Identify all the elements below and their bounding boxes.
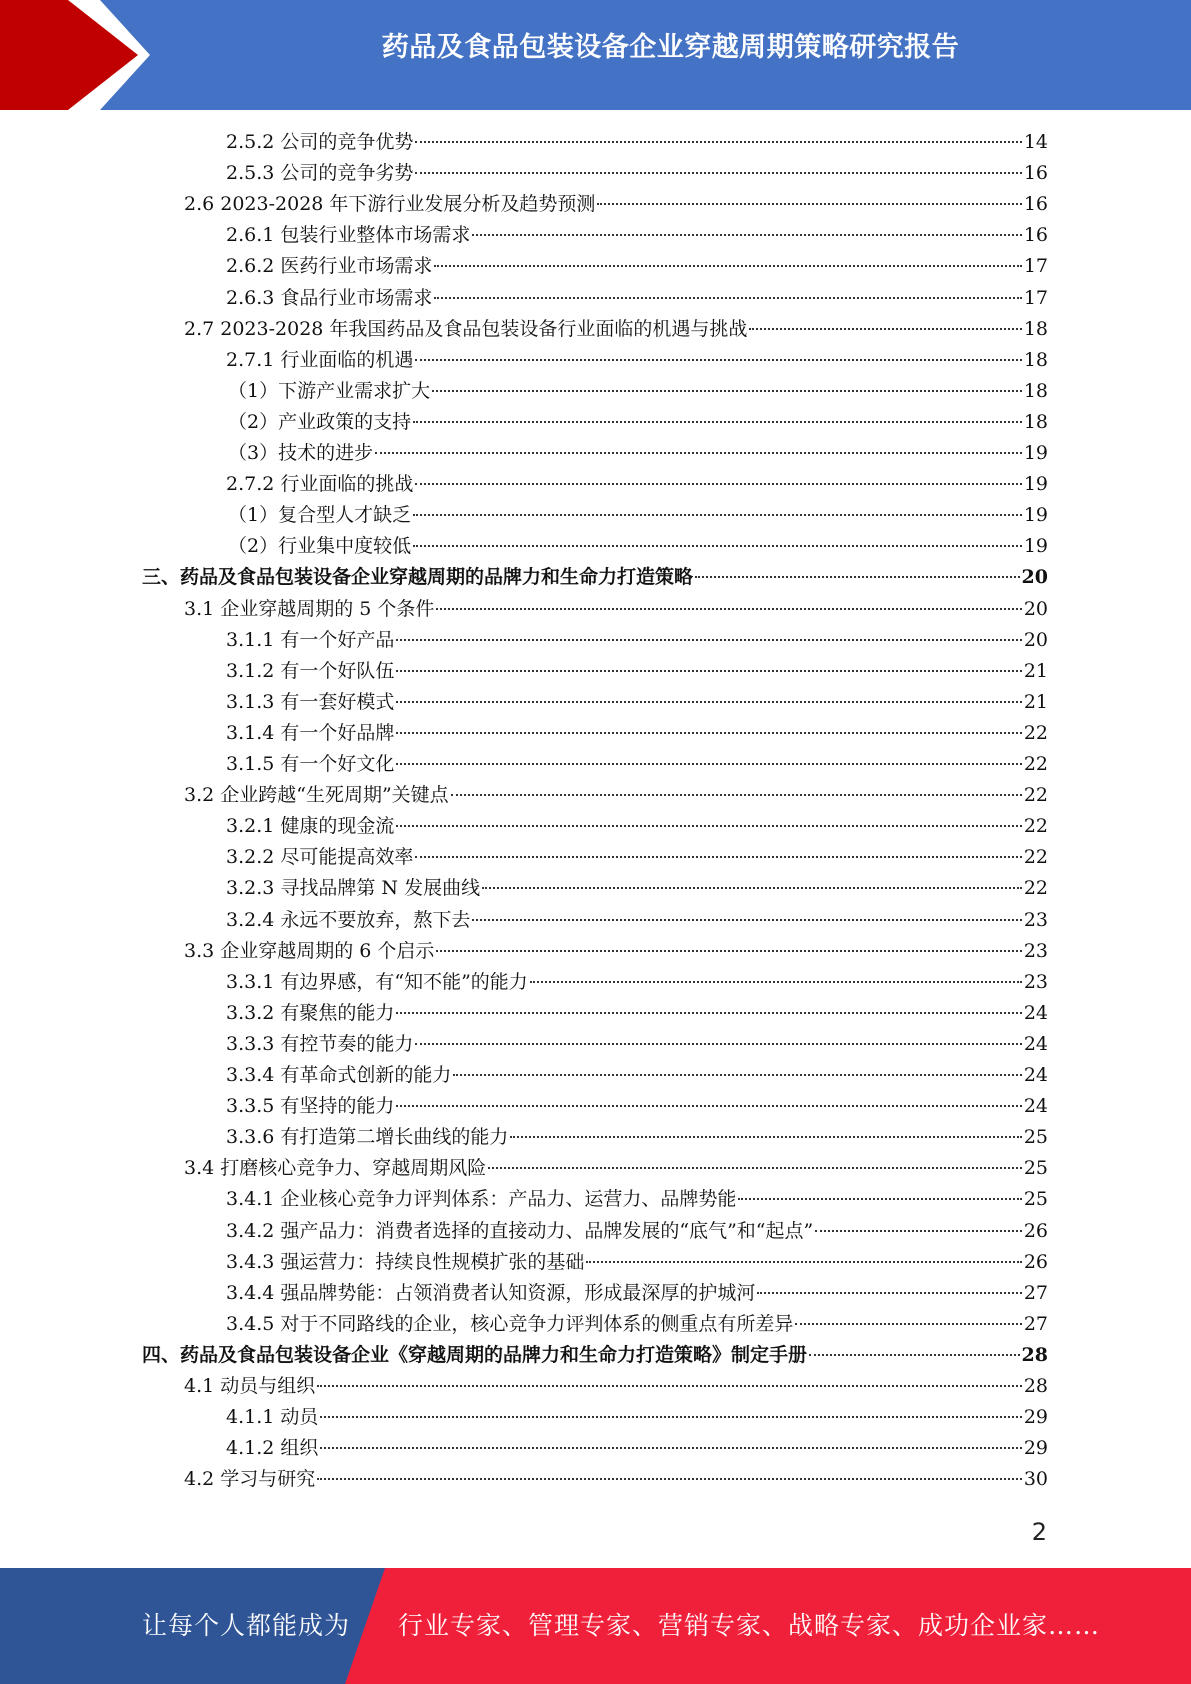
toc-entry-title: 3.3.5 有坚持的能力	[226, 1095, 395, 1118]
toc-entry[interactable]	[226, 967, 1048, 998]
toc-entry-title: 3.3.2 有聚焦的能力	[226, 1001, 395, 1024]
toc-entry-page: 22	[1023, 721, 1048, 744]
toc-entry[interactable]	[226, 687, 1048, 718]
toc-entry[interactable]	[226, 811, 1048, 842]
toc-leader-dots	[453, 1074, 1021, 1076]
toc-entry[interactable]	[226, 1309, 1048, 1340]
toc-entry-page: 21	[1023, 690, 1048, 713]
toc-entry-page: 29	[1023, 1406, 1048, 1429]
toc-entry-title: 4.1.2 组织	[226, 1437, 319, 1460]
toc-leader-dots	[472, 234, 1021, 236]
toc-entry[interactable]	[142, 1340, 1048, 1371]
toc-entry-page: 20	[1023, 628, 1048, 651]
toc-leader-dots	[510, 1136, 1021, 1138]
toc-entry-page: 27	[1023, 1281, 1048, 1304]
toc-entry[interactable]	[228, 500, 1048, 531]
toc-leader-dots	[434, 297, 1021, 299]
toc-entry-page: 22	[1023, 846, 1048, 869]
toc-leader-dots	[530, 981, 1022, 983]
toc-leader-dots	[317, 1385, 1022, 1387]
toc-leader-dots	[396, 701, 1021, 703]
toc-entry-title: 3.3.4 有革命式创新的能力	[226, 1064, 452, 1086]
toc-entry[interactable]	[226, 283, 1048, 314]
toc-entry-title: 3.4.5 对于不同路线的企业，核心竞争力评判体系的侧重点有所差异	[226, 1312, 794, 1335]
toc-entry-title: 3.4 打磨核心竞争力、穿越周期风险	[184, 1157, 487, 1180]
toc-entry[interactable]	[226, 251, 1048, 282]
toc-entry[interactable]	[226, 1122, 1048, 1153]
toc-entry[interactable]	[226, 1216, 1048, 1247]
toc-leader-dots	[815, 1230, 1022, 1232]
toc-leader-dots	[451, 794, 1022, 796]
toc-entry-page: 20	[1021, 566, 1048, 589]
toc-entry-title: 4.1.1 动员	[226, 1406, 319, 1429]
toc-entry-page: 21	[1023, 659, 1048, 682]
toc-entry-title: （1）复合型人才缺乏	[228, 504, 412, 527]
toc-leader-dots	[415, 1043, 1021, 1045]
toc-entry[interactable]	[226, 1091, 1048, 1122]
toc-entry-title: 3.1.1 有一个好产品	[226, 628, 395, 651]
toc-leader-dots	[597, 203, 1021, 205]
toc-entry-title: （3）技术的进步	[228, 442, 374, 464]
toc-leader-dots	[396, 1105, 1021, 1107]
toc-entry-title: 3.1.4 有一个好品牌	[226, 721, 395, 744]
toc-entry-title: 3.4.3 强运营力：持续良性规模扩张的基础	[226, 1250, 585, 1273]
footer-slogan-lead: 让每个人都能成为	[142, 1611, 351, 1640]
toc-leader-dots	[434, 265, 1021, 267]
toc-entry-title: 3.4.1 企业核心竞争力评判体系：产品力、运营力、品牌势能	[226, 1188, 737, 1211]
toc-entry[interactable]	[228, 438, 1048, 469]
toc-entry[interactable]	[184, 1464, 1048, 1495]
header-arrow-red	[0, 0, 138, 110]
toc-leader-dots	[795, 1323, 1021, 1325]
toc-entry-title: 四、药品及食品包装设备企业《穿越周期的品牌力和生命力打造策略》制定手册	[142, 1343, 808, 1366]
toc-leader-dots	[415, 172, 1021, 174]
toc-entry-title: 2.5.3 公司的竞争劣势	[226, 162, 414, 185]
toc-entry[interactable]	[226, 842, 1048, 873]
toc-entry[interactable]	[184, 594, 1048, 625]
toc-entry-title: 4.2 学习与研究	[184, 1468, 316, 1491]
toc-entry-title: （1）下游产业需求扩大	[228, 379, 431, 402]
toc-entry-title: 2.6 2023-2028 年下游行业发展分析及趋势预测	[184, 193, 596, 216]
toc-entry-page: 24	[1023, 1001, 1048, 1024]
toc-entry[interactable]	[226, 1402, 1048, 1433]
toc-entry-title: 3.4.2 强产品力：消费者选择的直接动力、品牌发展的“底气”和“起点”	[226, 1219, 814, 1242]
toc-entry-page: 19	[1023, 504, 1048, 527]
toc-entry-page: 17	[1023, 255, 1048, 278]
page-number: 2	[1031, 1518, 1047, 1546]
toc-entry-page: 30	[1023, 1468, 1048, 1491]
toc-leader-dots	[586, 1261, 1021, 1263]
toc-entry-page: 18	[1023, 410, 1048, 433]
toc-entry-page: 24	[1023, 1064, 1048, 1086]
toc-entry-title: 3.2.3 寻找品牌第 N 发展曲线	[226, 877, 481, 900]
toc-leader-dots	[482, 887, 1022, 889]
toc-entry-title: 4.1 动员与组织	[184, 1375, 316, 1397]
toc-entry-title: 2.6.1 包装行业整体市场需求	[226, 224, 471, 247]
toc-entry[interactable]	[226, 718, 1048, 749]
toc-entry-page: 16	[1023, 193, 1048, 216]
toc-entry[interactable]	[226, 469, 1048, 500]
toc-entry-page: 19	[1023, 535, 1048, 558]
toc-leader-dots	[757, 1292, 1021, 1294]
toc-entry-page: 28	[1023, 1375, 1048, 1397]
toc-entry-page: 18	[1023, 348, 1048, 371]
toc-entry-title: 3.3 企业穿越周期的 6 个启示	[184, 939, 435, 962]
toc-entry-page: 25	[1023, 1126, 1048, 1149]
toc-entry[interactable]	[228, 531, 1048, 562]
toc-entry-page: 18	[1023, 379, 1048, 402]
toc-leader-dots	[436, 608, 1021, 610]
toc-entry[interactable]	[184, 314, 1048, 345]
toc-entry[interactable]	[226, 625, 1048, 656]
toc-entry-title: 3.1.2 有一个好队伍	[226, 659, 395, 682]
toc-leader-dots	[738, 1198, 1021, 1200]
toc-entry[interactable]	[226, 656, 1048, 687]
toc-entry[interactable]	[184, 189, 1048, 220]
toc-entry-page: 22	[1023, 753, 1048, 775]
toc-entry-title: （2）行业集中度较低	[228, 535, 412, 558]
toc-entry-page: 24	[1023, 1032, 1048, 1055]
toc-leader-dots	[413, 545, 1022, 547]
toc-entry-title: 2.6.2 医药行业市场需求	[226, 255, 433, 278]
toc-leader-dots	[749, 328, 1021, 330]
toc-entry-title: 3.3.6 有打造第二增长曲线的能力	[226, 1126, 509, 1149]
toc-entry-title: 3.4.4 强品牌势能：占领消费者认知资源，形成最深厚的护城河	[226, 1281, 756, 1304]
toc-leader-dots	[415, 483, 1021, 485]
toc-entry-title: 3.1.5 有一个好文化	[226, 753, 395, 775]
page-footer	[0, 1568, 1191, 1684]
toc-leader-dots	[432, 390, 1022, 392]
toc-entry-title: 3.2.4 永远不要放弃，熬下去	[226, 908, 471, 931]
toc-entry[interactable]	[226, 1184, 1048, 1215]
toc-leader-dots	[396, 732, 1021, 734]
toc-entry[interactable]	[226, 158, 1048, 189]
toc-entry-title: 3.2.1 健康的现金流	[226, 815, 395, 838]
toc-entry-page: 27	[1023, 1312, 1048, 1335]
toc-leader-dots	[488, 1167, 1022, 1169]
toc-entry-page: 22	[1023, 877, 1048, 900]
toc-leader-dots	[436, 950, 1021, 952]
toc-entry-page: 22	[1023, 815, 1048, 838]
toc-entry[interactable]	[226, 905, 1048, 936]
toc-entry-page: 19	[1023, 473, 1048, 496]
toc-leader-dots	[695, 576, 1020, 578]
toc-leader-dots	[320, 1447, 1021, 1449]
toc-entry-page: 26	[1023, 1250, 1048, 1273]
toc-entry[interactable]	[142, 562, 1048, 593]
toc-leader-dots	[415, 856, 1021, 858]
toc-entry-page: 25	[1023, 1157, 1048, 1180]
toc-entry[interactable]	[226, 998, 1048, 1029]
toc-entry[interactable]	[226, 345, 1048, 376]
toc-entry[interactable]	[184, 1153, 1048, 1184]
toc-entry[interactable]	[226, 220, 1048, 251]
toc-entry[interactable]	[226, 1029, 1048, 1060]
toc-entry-page: 23	[1023, 939, 1048, 962]
toc-leader-dots	[472, 919, 1021, 921]
page-header	[0, 0, 1191, 110]
toc-entry[interactable]	[184, 1371, 1048, 1402]
toc-entry[interactable]	[184, 936, 1048, 967]
toc-entry-title: 2.7.1 行业面临的机遇	[226, 348, 414, 371]
toc-entry-page: 18	[1023, 317, 1048, 340]
toc-entry-page: 23	[1023, 908, 1048, 931]
toc-leader-dots	[809, 1354, 1020, 1356]
toc-leader-dots	[375, 452, 1022, 454]
toc-entry-title: 3.1 企业穿越周期的 5 个条件	[184, 597, 435, 620]
toc-leader-dots	[396, 1012, 1021, 1014]
toc-entry-title: （2）产业政策的支持	[228, 410, 412, 433]
toc-entry-page: 23	[1023, 970, 1048, 993]
toc-entry[interactable]	[226, 1060, 1048, 1091]
toc-entry-title: 3.1.3 有一套好模式	[226, 690, 395, 713]
toc-leader-dots	[413, 514, 1022, 516]
toc-entry-title: 3.2.2 尽可能提高效率	[226, 846, 414, 869]
toc-leader-dots	[415, 359, 1021, 361]
toc-entry[interactable]	[226, 873, 1048, 904]
toc-entry-page: 19	[1023, 442, 1048, 464]
toc-leader-dots	[320, 1416, 1021, 1418]
toc-entry-page: 16	[1023, 224, 1048, 247]
report-title: 药品及食品包装设备企业穿越周期策略研究报告	[381, 32, 960, 63]
toc-entry-page: 16	[1023, 162, 1048, 185]
toc-entry[interactable]	[226, 749, 1048, 780]
toc-leader-dots	[415, 141, 1021, 143]
toc-leader-dots	[396, 670, 1021, 672]
toc-entry-title: 3.3.3 有控节奏的能力	[226, 1032, 414, 1055]
footer-slogan-roles: 行业专家、管理专家、营销专家、战略专家、成功企业家……	[398, 1611, 1101, 1640]
toc-leader-dots	[317, 1478, 1022, 1480]
toc-entry[interactable]	[226, 1278, 1048, 1309]
toc-entry-title: 3.3.1 有边界感，有“知不能”的能力	[226, 970, 528, 993]
toc-entry-title: 2.7.2 行业面临的挑战	[226, 473, 414, 496]
toc-entry[interactable]	[228, 376, 1048, 407]
toc-entry[interactable]	[226, 1247, 1048, 1278]
toc-entry-title: 2.6.3 食品行业市场需求	[226, 286, 433, 309]
toc-entry-page: 26	[1023, 1219, 1048, 1242]
toc-entry-page: 29	[1023, 1437, 1048, 1460]
toc-entry[interactable]	[226, 127, 1048, 158]
toc-entry-page: 28	[1021, 1343, 1048, 1366]
toc-leader-dots	[396, 763, 1021, 765]
toc-entry-page: 24	[1023, 1095, 1048, 1118]
toc-leader-dots	[396, 639, 1021, 641]
toc-entry-title: 三、药品及食品包装设备企业穿越周期的品牌力和生命力打造策略	[142, 566, 694, 589]
toc-entry-page: 25	[1023, 1188, 1048, 1211]
toc-leader-dots	[396, 825, 1021, 827]
toc-entry[interactable]	[228, 407, 1048, 438]
toc-entry[interactable]	[226, 1433, 1048, 1464]
toc-entry-title: 2.7 2023-2028 年我国药品及食品包装设备行业面临的机遇与挑战	[184, 317, 748, 340]
toc-leader-dots	[413, 421, 1022, 423]
toc-entry-title: 3.2 企业跨越“生死周期”关键点	[184, 784, 449, 807]
toc-entry-title: 2.5.2 公司的竞争优势	[226, 131, 414, 153]
toc-entry-page: 20	[1023, 597, 1048, 620]
toc-entry-page: 17	[1023, 286, 1048, 309]
toc-entry-page: 14	[1023, 131, 1048, 153]
toc-entry-page: 22	[1023, 784, 1048, 807]
toc-entry[interactable]	[184, 780, 1048, 811]
